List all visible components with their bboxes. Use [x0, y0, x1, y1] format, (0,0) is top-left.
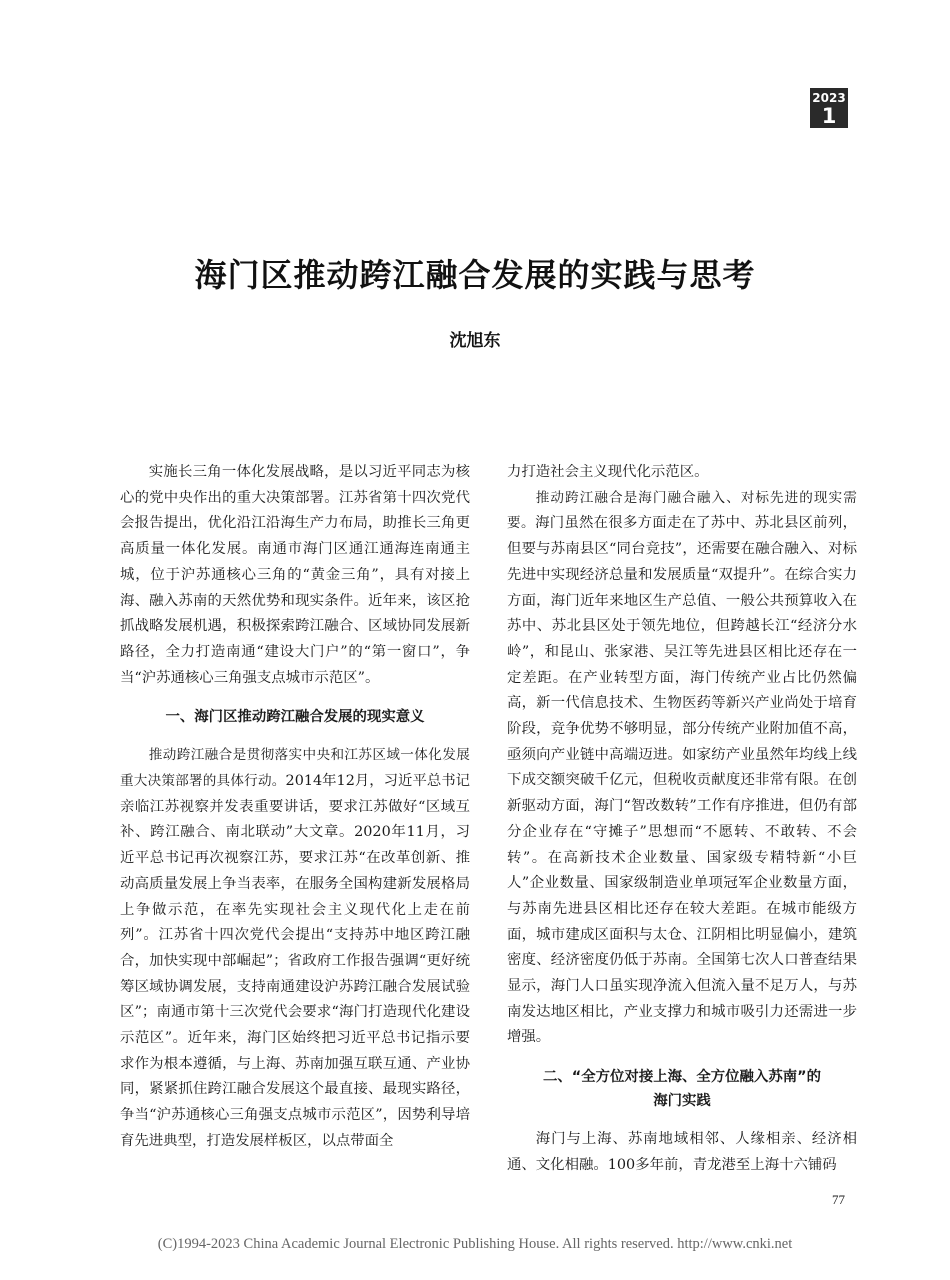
- left-column: [120, 460, 470, 1155]
- continued-paragraph: 力打造社会主义现代化示范区。: [507, 464, 709, 480]
- intro-paragraph: 实施长三角一体化发展战略，是以习近平同志为核心的党中央作出的重大决策部署。江苏省第十四次党代会报告提出，优化沿江沿海生产力布局，助推长三角更高质量一体化发展。南通市海门区通江通海连南通主城，位于沪苏通核心三角的“黄金三角”，具有对接上海、融入苏南的天然优势和现实条件。近年来，该区抢抓战略发展机遇，积极探索跨江融合、区域协同发展新路径，全力打造南通“建设大门户”的“第一窗口”，争当“沪苏通核心三角强支点城市示范区”。: [120, 464, 470, 686]
- issue-year: 2023: [812, 91, 846, 105]
- section-heading-2-line2: 海门实践: [653, 1093, 711, 1110]
- right-column: [507, 460, 857, 1179]
- page-number: 77: [832, 1192, 845, 1207]
- section1-body-text: 2014年12月，习近平总书记亲临江苏视察并发表重要讲话，要求江苏做好“区域互补、跨江融合、南北联动”大文章。2020年11月，习近平总书记再次视察江苏，要求江苏“在改革创新、推动高质量发展上争当表率，在服务全国构建新发展格局上争做示范，在率先实现社会主义现代化上走在前列”。江苏省十四次党代会提出“支持苏中地区跨江融合，加快实现中部崛起”；省政府工作报告强调“更好统筹区域协调发展，支持南通建设沪苏跨江融合发展试验区”；南通市第十三次党代会要求“海门打造现代化建设示范区”。近年来，海门区始终把习近平总书记指示要求作为根本遵循，与上海、苏南加强互联互通、产业协同，紧紧抓住跨江融合发展这个最直接、最现实路径，争当“沪苏通核心三角强支点城市示范区”，因势利导培育先进典型，打造发展样板区，以点带面全: [120, 773, 471, 1149]
- copyright-footer: (C)1994-2023 China Academic Journal Electronic Publishing House. All rights reserved. http://www.cnki.net: [157, 1236, 793, 1252]
- section1-lead-sentence-2: 推动跨江融合是海门融合融入、对标先进的现实需要。: [507, 489, 857, 532]
- section1-body-text-2: 海门虽然在很多方面走在了苏中、苏北县区前列，但要与苏南县区“同台竞技”，还需要在融合融入、对标先进中实现经济总量和发展质量“双提升”。在综合实力方面，海门近年来地区生产总值、一般公共预算收入在苏中、苏北县区处于领先地位，但跨越长江“经济分水岭”，和昆山、张家港、吴江等先进县区相比还存在一定差距。在产业转型方面，海门传统产业占比仍然偏高，新一代信息技术、生物医药等新兴产业尚处于培育阶段，竞争优势不够明显，部分传统产业附加值不高，亟须向产业链中高端迈进。如家纺产业虽然年均线上线下成交额突破千亿元，但税收贡献度还非常有限。在创新驱动方面，海门“智改数转”工作有序推进，但仍有部分企业存在“守摊子”思想而“不愿转、不敢转、不会转”。在高新技术企业数量、国家级专精特新“小巨人”企业数量、国家级制造业单项冠军企业数量方面，与苏南先进县区相比还存在较大差距。在城市能级方面，城市建成区面积与太仓、江阴相比明显偏小，建筑密度、经济密度仍低于苏南。全国第七次人口普查结果显示，海门人口虽实现净流入但流入量不足万人，与苏南发达地区相比，产业支撑力和城市吸引力还需进一步增强。: [507, 515, 857, 1046]
- section2-paragraph: 海门与上海、苏南地域相邻、人缘相亲、经济相通、文化相融。100多年前，青龙港至上海十六铺码: [507, 1131, 857, 1173]
- section1-paragraph: [120, 743, 470, 1154]
- section-heading-1: 一、海门区推动跨江融合发展的现实意义: [165, 709, 425, 726]
- issue-badge: [810, 88, 848, 128]
- section1-paragraph-2: [507, 486, 857, 1051]
- article-title: 海门区推动跨江融合发展的实践与思考: [194, 256, 756, 294]
- section1-lead-sentence: 推动跨江融合是贯彻落实中央和江苏区域一体化发展重大决策部署的具体行动。: [120, 747, 470, 790]
- section-heading-2: [507, 1065, 857, 1113]
- section-heading-2-line1: 二、“全方位对接上海、全方位融入苏南”的: [543, 1069, 821, 1086]
- article-author: 沈旭东: [449, 331, 501, 351]
- issue-number: 1: [821, 104, 837, 128]
